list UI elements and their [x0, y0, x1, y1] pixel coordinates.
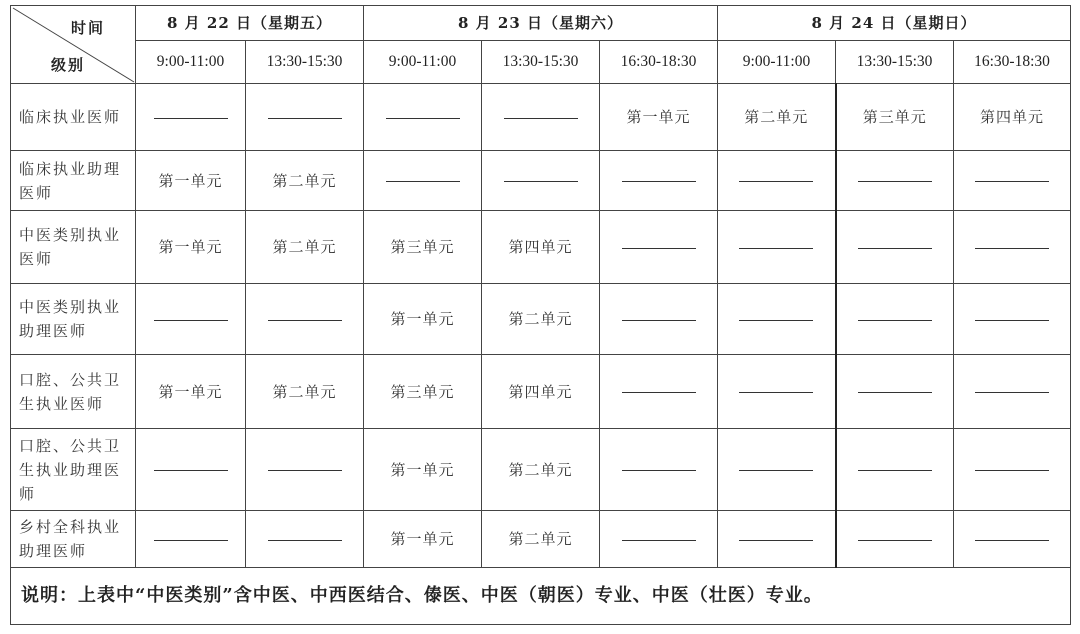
exam-unit-cell: 第四单元	[954, 84, 1071, 151]
empty-slot-cell	[482, 84, 600, 151]
note-row	[11, 568, 1071, 625]
table-row	[11, 355, 1071, 429]
exam-schedule-table	[10, 5, 1071, 625]
exam-unit-cell: 第三单元	[364, 355, 482, 429]
qualification-level-label: 临床执业助理医师	[11, 151, 136, 211]
dash-line	[268, 540, 342, 541]
empty-slot-cell	[600, 211, 718, 284]
dash-line	[154, 320, 228, 321]
empty-slot-cell	[718, 511, 836, 568]
exam-unit-cell: 第四单元	[482, 211, 600, 284]
dash-line	[858, 320, 932, 321]
qualification-level-label: 临床执业医师	[11, 84, 136, 151]
table-row	[11, 211, 1071, 284]
dash-line	[858, 470, 932, 471]
time-header-row	[11, 41, 1071, 84]
qualification-level-label: 中医类别执业医师	[11, 211, 136, 284]
empty-slot-cell	[136, 429, 246, 511]
empty-slot-cell	[246, 84, 364, 151]
qualification-level-label: 口腔、公共卫生执业助理医师	[11, 429, 136, 511]
exam-unit-cell: 第二单元	[718, 84, 836, 151]
empty-slot-cell	[718, 429, 836, 511]
dash-line	[739, 320, 813, 321]
exam-unit-cell: 第一单元	[136, 355, 246, 429]
dash-line	[268, 470, 342, 471]
exam-unit-cell: 第四单元	[482, 355, 600, 429]
date-header-22: 8 月 22 日（星期五）	[136, 6, 364, 41]
dash-line	[504, 118, 578, 119]
empty-slot-cell	[954, 151, 1071, 211]
exam-unit-cell: 第三单元	[836, 84, 954, 151]
exam-unit-cell: 第二单元	[246, 151, 364, 211]
exam-unit-cell: 第二单元	[482, 511, 600, 568]
dash-line	[622, 248, 696, 249]
dash-line	[975, 320, 1049, 321]
time-slot-header: 13:30-15:30	[246, 41, 364, 84]
empty-slot-cell	[836, 355, 954, 429]
exam-unit-cell: 第一单元	[600, 84, 718, 151]
empty-slot-cell	[954, 211, 1071, 284]
dash-line	[739, 248, 813, 249]
empty-slot-cell	[600, 355, 718, 429]
empty-slot-cell	[836, 429, 954, 511]
dash-line	[739, 470, 813, 471]
empty-slot-cell	[954, 511, 1071, 568]
dash-line	[268, 118, 342, 119]
empty-slot-cell	[246, 284, 364, 355]
empty-slot-cell	[954, 284, 1071, 355]
empty-slot-cell	[954, 355, 1071, 429]
dash-line	[975, 540, 1049, 541]
empty-slot-cell	[718, 211, 836, 284]
empty-slot-cell	[482, 151, 600, 211]
corner-time-label: 时间	[70, 19, 105, 37]
dash-line	[268, 320, 342, 321]
empty-slot-cell	[600, 429, 718, 511]
table-note: 说明：上表中“中医类别”含中医、中西医结合、傣医、中医（朝医）专业、中医（壮医）专业。	[11, 568, 1071, 625]
exam-unit-cell: 第二单元	[482, 429, 600, 511]
dash-line	[858, 392, 932, 393]
dash-line	[858, 248, 932, 249]
exam-unit-cell: 第三单元	[364, 211, 482, 284]
dash-line	[975, 392, 1049, 393]
empty-slot-cell	[136, 511, 246, 568]
empty-slot-cell	[836, 511, 954, 568]
exam-unit-cell: 第一单元	[136, 151, 246, 211]
time-slot-header: 9:00-11:00	[718, 41, 836, 84]
dash-line	[386, 181, 460, 182]
dash-line	[504, 181, 578, 182]
empty-slot-cell	[136, 84, 246, 151]
exam-unit-cell: 第二单元	[246, 211, 364, 284]
dash-line	[154, 540, 228, 541]
time-slot-header: 9:00-11:00	[136, 41, 246, 84]
dash-line	[975, 470, 1049, 471]
dash-line	[386, 118, 460, 119]
empty-slot-cell	[718, 355, 836, 429]
time-slot-header: 16:30-18:30	[600, 41, 718, 84]
dash-line	[858, 181, 932, 182]
dash-line	[975, 181, 1049, 182]
table-row	[11, 151, 1071, 211]
exam-unit-cell: 第一单元	[364, 511, 482, 568]
empty-slot-cell	[600, 511, 718, 568]
empty-slot-cell	[954, 429, 1071, 511]
empty-slot-cell	[600, 284, 718, 355]
dash-line	[739, 181, 813, 182]
date-header-23: 8 月 23 日（星期六）	[364, 6, 718, 41]
qualification-level-label: 乡村全科执业助理医师	[11, 511, 136, 568]
corner-level-label: 级别	[51, 56, 86, 74]
table-row	[11, 429, 1071, 511]
dash-line	[622, 320, 696, 321]
dash-line	[622, 470, 696, 471]
date-header-24: 8 月 24 日（星期日）	[718, 6, 1071, 41]
empty-slot-cell	[246, 511, 364, 568]
dash-line	[858, 540, 932, 541]
table-row	[11, 84, 1071, 151]
exam-unit-cell: 第二单元	[246, 355, 364, 429]
empty-slot-cell	[718, 151, 836, 211]
dash-line	[739, 392, 813, 393]
table-row	[11, 284, 1071, 355]
dash-line	[622, 181, 696, 182]
empty-slot-cell	[246, 429, 364, 511]
empty-slot-cell	[836, 284, 954, 355]
time-slot-header: 13:30-15:30	[482, 41, 600, 84]
exam-unit-cell: 第一单元	[364, 284, 482, 355]
dash-line	[622, 392, 696, 393]
empty-slot-cell	[718, 284, 836, 355]
qualification-level-label: 口腔、公共卫生执业医师	[11, 355, 136, 429]
empty-slot-cell	[364, 151, 482, 211]
time-slot-header: 13:30-15:30	[836, 41, 954, 84]
dash-line	[154, 470, 228, 471]
dash-line	[739, 540, 813, 541]
exam-unit-cell: 第一单元	[364, 429, 482, 511]
empty-slot-cell	[836, 151, 954, 211]
qualification-level-label: 中医类别执业助理医师	[11, 284, 136, 355]
time-slot-header: 9:00-11:00	[364, 41, 482, 84]
date-header-row	[11, 6, 1071, 41]
time-slot-header: 16:30-18:30	[954, 41, 1071, 84]
dash-line	[154, 118, 228, 119]
exam-unit-cell: 第二单元	[482, 284, 600, 355]
table-row	[11, 511, 1071, 568]
corner-header-cell	[11, 6, 136, 84]
empty-slot-cell	[600, 151, 718, 211]
exam-unit-cell: 第一单元	[136, 211, 246, 284]
dash-line	[975, 248, 1049, 249]
empty-slot-cell	[836, 211, 954, 284]
empty-slot-cell	[136, 284, 246, 355]
dash-line	[622, 540, 696, 541]
empty-slot-cell	[364, 84, 482, 151]
